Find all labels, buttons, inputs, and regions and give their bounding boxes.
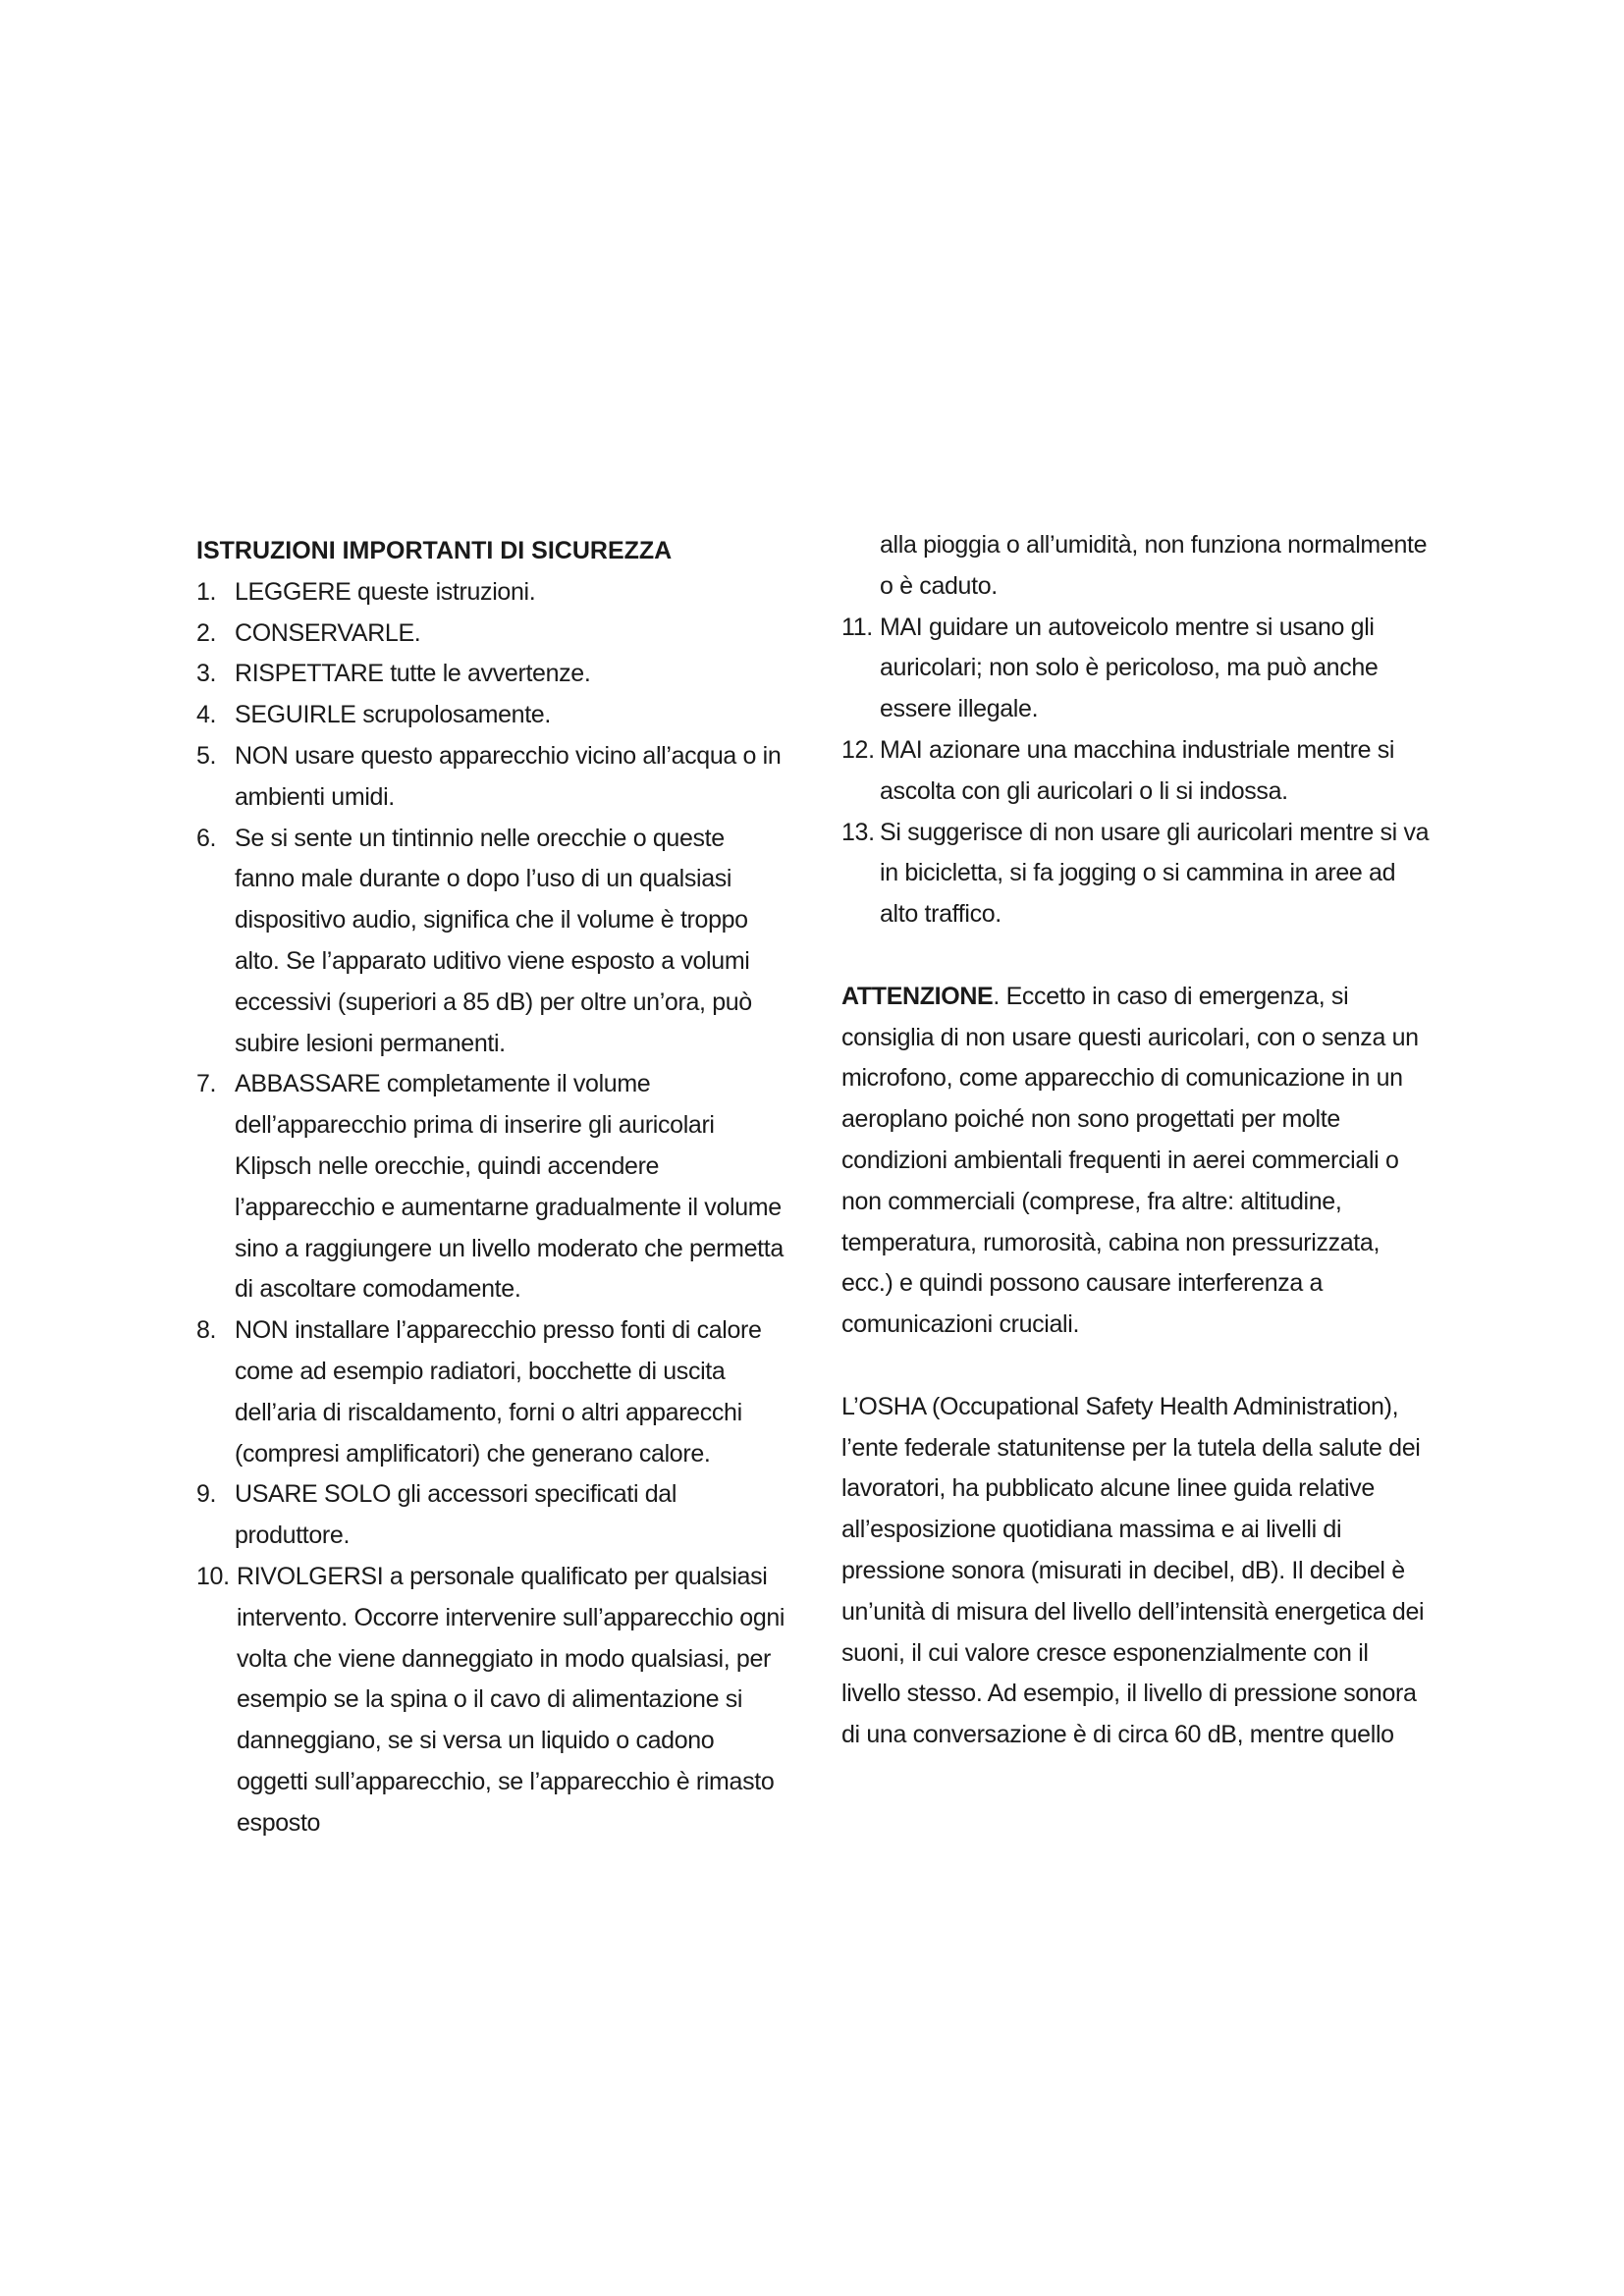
safety-heading: ISTRUZIONI IMPORTANTI DI SICUREZZA xyxy=(196,537,673,564)
list-item-number: 7. xyxy=(196,1070,217,1098)
paragraph-spacer xyxy=(841,1346,1431,1387)
list-item-number: 5. xyxy=(196,741,217,770)
list-item-number: 2. xyxy=(196,618,217,647)
list-item xyxy=(196,1310,785,1474)
list-item xyxy=(196,572,785,614)
list-item xyxy=(196,1064,785,1310)
list-item-number: 4. xyxy=(196,701,217,729)
osha-paragraph: L’OSHA (Occupational Safety Health Administration), l’ente federale statunitense per la tutela della salute dei lavoratori, ha pubblicato alcune linee guida relative all’esposizione quotidiana massima e ai livelli di pressione sonora (misurati in decibel, dB). Il decibel è un’unità di misura del livello dell’intensità energetica dei suoni, il cui valore cresce esponenzialmente con il livello stesso. Ad esempio, il livello di pressione sonora di una conversazione è di circa 60 dB, mentre quello xyxy=(841,1392,1425,1749)
list-item-text: CONSERVARLE. xyxy=(235,618,421,647)
paragraph-spacer xyxy=(841,935,1431,977)
list-item xyxy=(196,695,785,736)
right-column xyxy=(841,525,1431,1756)
safety-list-continued xyxy=(841,608,1431,935)
list-item-text: NON usare questo apparecchio vicino all’acqua o in ambienti umidi. xyxy=(235,741,782,811)
list-item-text: Se si sente un tintinnio nelle orecchie o queste fanno male durante o dopo l’uso di un qualsiasi dispositivo audio, significa che il volume è troppo alto. Se l’apparato uditivo viene esposto a volumi eccessivi (superiori a 85 dB) per oltre un’ora, può subire lesioni permanenti. xyxy=(235,824,752,1057)
list-item-number: 3. xyxy=(196,660,217,688)
list-item-text: LEGGERE queste istruzioni. xyxy=(235,577,536,606)
left-column xyxy=(196,531,785,1844)
list-item xyxy=(196,819,785,1065)
list-item-text: SEGUIRLE scrupolosamente. xyxy=(235,701,551,729)
list-item-number: 8. xyxy=(196,1316,217,1345)
list-item xyxy=(841,813,1431,935)
list-item-text: RIVOLGERSI a personale qualificato per qualsiasi intervento. Occorre intervenire sull’apparecchio ogni volta che viene danneggiato in modo qualsiasi, per esempio se la spina o il cavo di alimentazione si danneggiano, se si versa un liquido o cadono oggetti sull’apparecchio, se l’apparecchio è rimasto esposto xyxy=(237,1562,785,1837)
list-item-number: 13. xyxy=(841,818,875,846)
list-item-text: USARE SOLO gli accessori specificati dal produttore. xyxy=(235,1480,677,1550)
list-item xyxy=(196,654,785,695)
list-item-number: 1. xyxy=(196,577,217,606)
attention-paragraph xyxy=(841,977,1431,1346)
list-item-text: NON installare l’apparecchio presso fonti di calore come ad esempio radiatori, bocchette di uscita dell’aria di riscaldamento, forni o altri apparecchi (compresi amplificatori) che generano calore. xyxy=(235,1316,762,1468)
list-item-number: 11. xyxy=(841,613,873,641)
safety-list xyxy=(196,572,785,1844)
list-item-text: ABBASSARE completamente il volume dell’apparecchio prima di inserire gli auricolari Klipsch nelle orecchie, quindi accendere l’apparecchio e aumentarne gradualmente il volume sino a raggiungere un livello moderato che permetta di ascoltare comodamente. xyxy=(235,1070,784,1304)
attention-label: ATTENZIONE xyxy=(841,982,994,1010)
list-item xyxy=(196,614,785,655)
list-item-continuation: alla pioggia o all’umidità, non funziona normalmente o è caduto. xyxy=(880,531,1428,600)
list-item-text: MAI guidare un autoveicolo mentre si usano gli auricolari; non solo è pericoloso, ma può anche essere illegale. xyxy=(880,613,1379,723)
list-item-number: 6. xyxy=(196,824,217,852)
list-item-number: 10. xyxy=(196,1562,230,1590)
list-item xyxy=(196,1474,785,1557)
list-item xyxy=(841,730,1431,813)
list-item xyxy=(841,608,1431,730)
list-item xyxy=(196,1557,785,1844)
list-item-number: 9. xyxy=(196,1480,217,1509)
list-item-text: RISPETTARE tutte le avvertenze. xyxy=(235,660,591,688)
list-item xyxy=(196,736,785,819)
list-item-number: 12. xyxy=(841,735,875,764)
attention-text: . Eccetto in caso di emergenza, si consiglia di non usare questi auricolari, con o senza un microfono, come apparecchio di comunicazione in un aeroplano poiché non sono progettati per molte condizioni ambientali frequenti in aerei commerciali o non commerciali (comprese, fra altre: altitudine, temperatura, rumorosità, cabina non pressurizzata, ecc.) e quindi possono causare interferenza a comunicazioni cruciali. xyxy=(841,982,1419,1339)
list-item-text: Si suggerisce di non usare gli auricolari mentre si va in bicicletta, si fa jogging o si cammina in aree ad alto traffico. xyxy=(880,818,1430,929)
list-item-text: MAI azionare una macchina industriale mentre si ascolta con gli auricolari o li si indossa. xyxy=(880,735,1395,805)
